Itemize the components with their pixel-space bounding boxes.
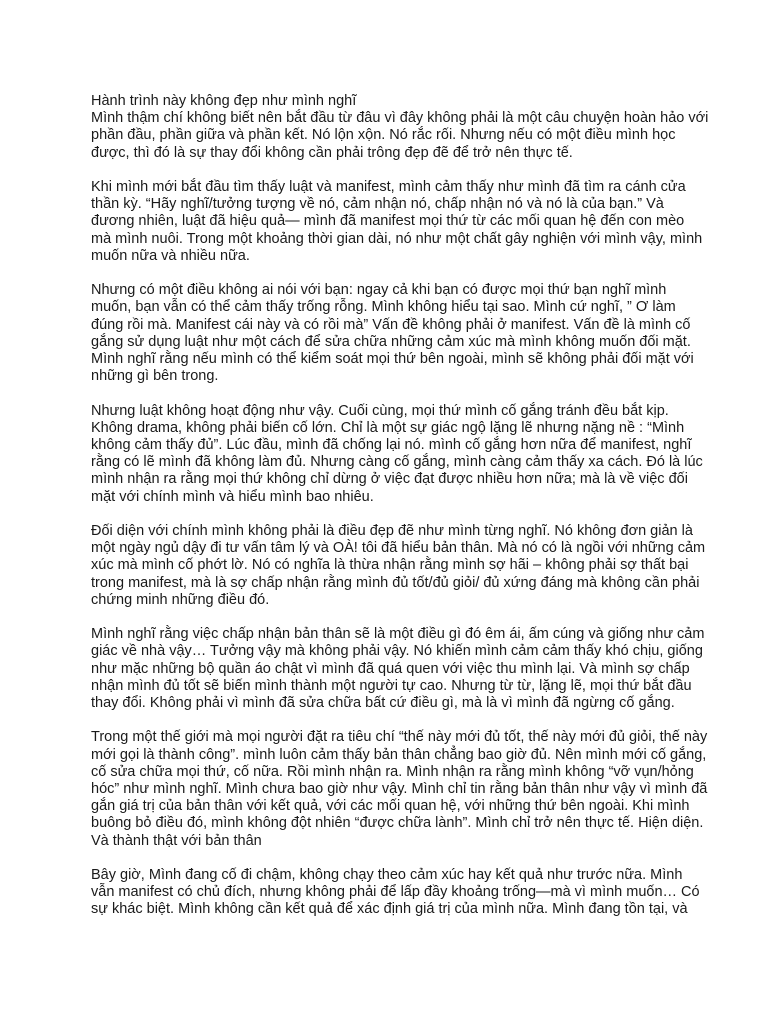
paragraph-line: mà mình nuôi. Trong một khoảng thời gian dài, nó như một chất gây nghiện với mình vậy, mình bbox=[91, 230, 703, 247]
paragraph-line: muốn, bạn vẫn có thể cảm thấy trống rỗng. Mình không hiểu tại sao. Mình cứ nghĩ, ” Ơ làm bbox=[91, 299, 676, 316]
paragraph-line: xúc mà mình cố phớt lờ. Nó có nghĩa là thừa nhận rằng mình sợ hãi – không phải sợ thất bại bbox=[91, 557, 689, 574]
paragraph-line: không cảm thấy đủ”. Lúc đầu, mình đã chống lại nó. mình cố gắng hơn nữa để manifest, nghĩ bbox=[91, 437, 692, 454]
paragraph-line: Khi mình mới bắt đầu tìm thấy luật và manifest, mình cảm thấy như mình đã tìm ra cánh cửa bbox=[91, 179, 686, 195]
paragraph bbox=[91, 403, 713, 506]
paragraph bbox=[91, 867, 713, 919]
paragraph-line: giác về nhà vậy… Tưởng vậy mà không phải vậy. Nó khiến mình cảm cảm thấy khó chịu, giống bbox=[91, 643, 703, 660]
paragraph-line: trong manifest, mà là sợ chấp nhận rằng mình đủ tốt/đủ giỏi/ đủ xứng đáng mà không cần phải bbox=[91, 574, 700, 591]
paragraph-line: chứng minh những điều đó. bbox=[91, 591, 270, 608]
paragraph bbox=[91, 729, 713, 849]
paragraph-line: mặt với chính mình và hiểu mình bao nhiêu. bbox=[91, 488, 374, 505]
paragraph-line: muốn nữa và nhiều nữa. bbox=[91, 247, 250, 264]
document-title-block bbox=[91, 93, 713, 110]
paragraph bbox=[91, 179, 713, 265]
paragraph-line: vẫn manifest có chủ đích, nhưng không phải để lấp đầy khoảng trống—mà vì mình muốn… Có bbox=[91, 884, 700, 901]
paragraph-line: Bây giờ, Mình đang cố đi chậm, không chạy theo cảm xúc hay kết quả như trước nữa. Mình bbox=[91, 867, 683, 884]
document-title: Hành trình này không đẹp như mình nghĩ bbox=[91, 93, 357, 109]
paragraph-line: như mặc những bộ quần áo chật vì mình đã quá quen với việc thu mình lại. Và mình sợ chấp bbox=[91, 660, 690, 677]
paragraph-line: Mình thậm chí không biết nên bắt đầu từ đâu vì đây không phải là một câu chuyện hoàn hảo với bbox=[91, 110, 709, 127]
paragraph-line: được, thì đó là sự thay đổi không cần phải trông đẹp đẽ để trở nên thực tế. bbox=[91, 144, 573, 161]
paragraph-line: Đối diện với chính mình không phải là điều đẹp đẽ như mình từng nghĩ. Nó không đơn giản là bbox=[91, 523, 693, 540]
paragraph-line: những gì bên trong. bbox=[91, 368, 219, 385]
paragraph-line: Trong một thế giới mà mọi người đặt ra tiêu chí “thế này mới đủ tốt, thế này mới đủ giỏi, thế này bbox=[91, 729, 708, 746]
paragraph-line: một ngày ngủ dậy đi tư vấn tâm lý và OÀ! tôi đã hiểu bản thân. Mà nó có là ngồi với những cảm bbox=[91, 540, 706, 557]
paragraph-line: Mình nghĩ rằng việc chấp nhận bản thân sẽ là một điều gì đó êm ái, ấm cúng và giống như cảm bbox=[91, 626, 705, 643]
paragraph-line: Mình nghĩ rằng nếu mình có thể kiểm soát mọi thứ bên ngoài, mình sẽ không phải đối mặt với bbox=[91, 351, 694, 368]
paragraph bbox=[91, 110, 713, 162]
paragraph-line: phần đầu, phần giữa và phần kết. Nó lộn xộn. Nó rắc rối. Nhưng nếu có một điều mình học bbox=[91, 127, 676, 144]
paragraph-line: mình nhận ra rằng mọi thứ không chỉ dừng ở việc đạt được nhiều hơn nữa; mà là về việc đối bbox=[91, 471, 688, 488]
paragraph-line: gắn giá trị của bản thân với kết quả, với các mối quan hệ, với những thứ bên ngoài. Khi mình bbox=[91, 798, 690, 815]
paragraph-line: nhận mình đủ tốt sẽ biến mình thành một người tự cao. Nhưng từ từ, lặng lẽ, mọi thứ bắt đầu bbox=[91, 677, 692, 694]
paragraph-line: cố sửa chữa mọi thứ, cố nữa. Rồi mình nhận ra. Mình nhận ra rằng mình không “vỡ vụn/hỏng bbox=[91, 763, 694, 780]
paragraph-line: Không drama, không phải biến cố lớn. Chỉ là một sự giác ngộ lặng lẽ nhưng nặng nề : “Mình bbox=[91, 419, 685, 436]
paragraph-line: Và thành thật với bản thân bbox=[91, 832, 262, 849]
paragraph-line: đương nhiên, luật đã hiệu quả— mình đã manifest mọi thứ từ các mối quan hệ đến con mèo bbox=[91, 213, 685, 230]
document-body bbox=[91, 110, 713, 918]
paragraph-line: Nhưng luật không hoạt động như vậy. Cuối cùng, mọi thứ mình cố gắng tránh đều bắt kịp. bbox=[91, 402, 669, 419]
paragraph-line: sự khác biệt. Mình không cần kết quả để xác định giá trị của mình nữa. Mình đang tồn tại, và bbox=[91, 901, 688, 918]
paragraph-line: Nhưng có một điều không ai nói với bạn: ngay cả khi bạn có được mọi thứ bạn nghĩ mình bbox=[91, 282, 667, 299]
paragraph bbox=[91, 282, 713, 385]
paragraph bbox=[91, 523, 713, 609]
paragraph bbox=[91, 626, 713, 712]
paragraph-line: thay đổi. Không phải vì mình đã sửa chữa bất cứ điều gì, mà là vì mình đã ngừng cố gắng. bbox=[91, 695, 675, 712]
paragraph-line: đúng rồi mà. Manifest cái này và có rồi mà” Vấn đề không phải ở manifest. Vấn đề là mình cố bbox=[91, 316, 691, 333]
paragraph-line: thần kỳ. “Hãy nghĩ/tưởng tượng về nó, cảm nhận nó, chấp nhận nó và nó là của bạn.” Và bbox=[91, 196, 664, 213]
paragraph-line: hóc” như mình nghĩ. Mình chưa bao giờ như vậy. Mình chỉ tin rằng bản thân như vậy vì mình đã bbox=[91, 781, 708, 798]
paragraph-line: gắng sử dụng luật như một cách để sửa chữa những cảm xúc mà mình không muốn đối mặt. bbox=[91, 333, 691, 350]
document-page bbox=[91, 93, 713, 936]
paragraph-line: mới gọi là thành công”. mình luôn cảm thấy bản thân chẳng bao giờ đủ. Nên mình mới cố gắng, bbox=[91, 746, 707, 763]
paragraph-line: buông bỏ điều đó, mình không đột nhiên “được chữa lành”. Mình chỉ trở nên thực tế. Hiện diện. bbox=[91, 815, 704, 832]
paragraph-line: rằng có lẽ mình đã không làm đủ. Nhưng càng cố gắng, mình càng cảm thấy xa cách. Đó là lúc bbox=[91, 454, 703, 471]
